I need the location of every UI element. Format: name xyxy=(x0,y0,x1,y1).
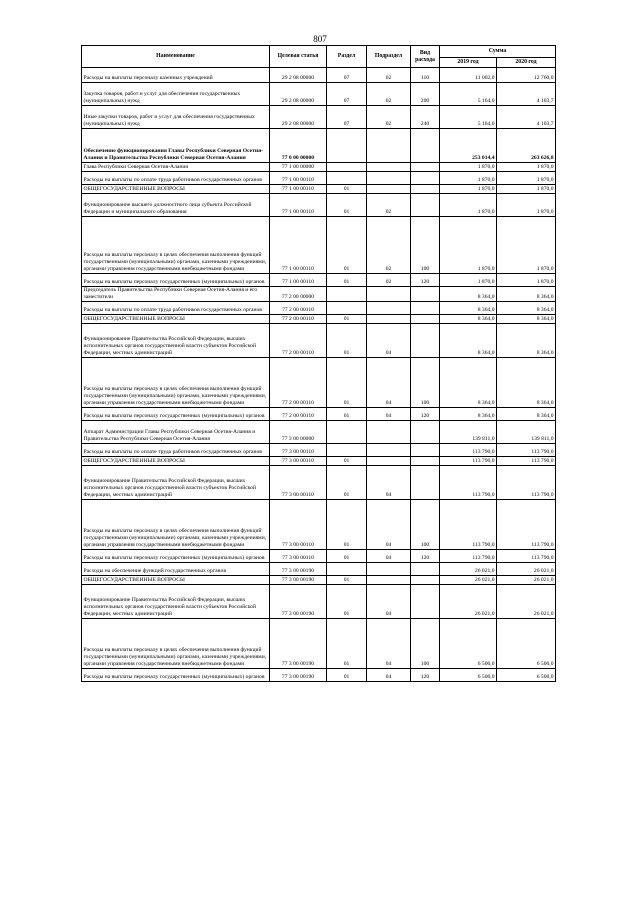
cell-name: Расходы на выплаты персоналу казенных учреждений xyxy=(82,68,270,83)
cell-section xyxy=(327,287,367,302)
cell-target: 77 2 00 00110 xyxy=(270,324,327,358)
cell-subsection xyxy=(367,185,411,194)
cell-name: Расходы на выплаты по оплате труда работников государственных органов xyxy=(82,444,270,457)
cell-name: ОБЩЕГОСУДАРСТВЕННЫЕ ВОПРОСЫ xyxy=(82,457,270,466)
cell-target: 77 1 00 00110 xyxy=(270,217,327,274)
cell-section: 01 xyxy=(327,500,367,550)
cell-name: Функционирование Правительства Российской Федерации, высших исполнительных органов государственной власти субъектов Российской Федерации, местных администраций xyxy=(82,466,270,500)
table-row xyxy=(82,194,556,217)
cell-subsection xyxy=(367,457,411,466)
cell-subsection xyxy=(367,444,411,457)
cell-target: 77 1 00 00110 xyxy=(270,185,327,194)
cell-type: 120 xyxy=(411,669,440,682)
cell-target: 29 2 08 00000 xyxy=(270,68,327,83)
cell-type: 110 xyxy=(411,68,440,83)
cell-subsection xyxy=(367,421,411,444)
cell-target: 77 1 00 00110 xyxy=(270,274,327,287)
cell-name: Председатель Правительства Республики Северная Осетия-Алания и его заместители xyxy=(82,287,270,302)
cell-type xyxy=(411,163,440,172)
cell-target: 77 3 00 00110 xyxy=(270,500,327,550)
cell-section: 01 xyxy=(327,576,367,585)
table-row xyxy=(82,129,556,163)
page-number: 807 xyxy=(313,34,327,44)
cell-target: 77 3 00 00110 xyxy=(270,466,327,500)
cell-2020: 1 870,0 xyxy=(497,194,556,217)
cell-2020: 26 021,0 xyxy=(497,585,556,619)
cell-type: 100 xyxy=(411,500,440,550)
table-row xyxy=(82,287,556,302)
cell-2019: 113 790,0 xyxy=(440,444,497,457)
table-row xyxy=(82,457,556,466)
table-row xyxy=(82,172,556,185)
table-row xyxy=(82,358,556,408)
header-section: Раздел xyxy=(327,46,367,68)
cell-2019: 5 164,0 xyxy=(440,106,497,129)
cell-2020: 8 364,0 xyxy=(497,315,556,324)
cell-target: 77 2 00 00110 xyxy=(270,302,327,315)
cell-name: Расходы на выплаты персоналу в целях обеспечения выполнения функций государственными (муниципальными) органами, казенными учреждениями, органами управления государственными внебюджетными фондами xyxy=(82,619,270,669)
cell-section: 01 xyxy=(327,358,367,408)
header-type: Вид расхода xyxy=(411,46,440,68)
cell-2019: 1 870,0 xyxy=(440,172,497,185)
cell-2020: 139 811,0 xyxy=(497,421,556,444)
cell-name: Расходы на обеспечение функций государственных органов xyxy=(82,563,270,576)
cell-name: Иные закупки товаров, работ и услуг для обеспечения государственных (муниципальных) нужд xyxy=(82,106,270,129)
cell-2019: 1 870,0 xyxy=(440,185,497,194)
cell-2020: 113 790,0 xyxy=(497,466,556,500)
cell-subsection xyxy=(367,576,411,585)
cell-section xyxy=(327,129,367,163)
cell-2019: 253 014,4 xyxy=(440,129,497,163)
header-subsection: Подраздел xyxy=(367,46,411,68)
cell-2019: 113 790,0 xyxy=(440,550,497,563)
cell-2020: 8 364,0 xyxy=(497,287,556,302)
cell-2019: 8 364,0 xyxy=(440,315,497,324)
header-name: Наименование xyxy=(82,46,270,68)
cell-2019: 139 811,0 xyxy=(440,421,497,444)
table-row xyxy=(82,302,556,315)
budget-table xyxy=(81,45,556,682)
cell-section: 01 xyxy=(327,550,367,563)
cell-type xyxy=(411,444,440,457)
table-row xyxy=(82,408,556,421)
table-row xyxy=(82,185,556,194)
cell-subsection xyxy=(367,172,411,185)
cell-type xyxy=(411,129,440,163)
cell-type: 100 xyxy=(411,217,440,274)
cell-2019: 8 364,0 xyxy=(440,302,497,315)
cell-2020: 113 790,0 xyxy=(497,444,556,457)
table-row xyxy=(82,576,556,585)
cell-2020: 1 870,0 xyxy=(497,172,556,185)
cell-type xyxy=(411,185,440,194)
cell-target: 77 1 00 00110 xyxy=(270,172,327,185)
cell-section: 07 xyxy=(327,83,367,106)
cell-2020: 6 500,0 xyxy=(497,619,556,669)
cell-section xyxy=(327,421,367,444)
cell-section xyxy=(327,302,367,315)
cell-subsection xyxy=(367,315,411,324)
table-row xyxy=(82,324,556,358)
table-row xyxy=(82,106,556,129)
cell-name: Функционирование Правительства Российской Федерации, высших исполнительных органов государственной власти субъектов Российской Федерации, местных администраций xyxy=(82,324,270,358)
cell-subsection: 04 xyxy=(367,500,411,550)
table-row xyxy=(82,444,556,457)
cell-section: 01 xyxy=(327,585,367,619)
cell-target: 77 2 00 00110 xyxy=(270,358,327,408)
table-row xyxy=(82,68,556,83)
cell-target: 77 2 00 00110 xyxy=(270,408,327,421)
table-row xyxy=(82,619,556,669)
cell-type: 120 xyxy=(411,550,440,563)
cell-type xyxy=(411,466,440,500)
cell-2020: 1 870,0 xyxy=(497,217,556,274)
cell-2020: 263 626,8 xyxy=(497,129,556,163)
cell-section: 01 xyxy=(327,619,367,669)
cell-type: 100 xyxy=(411,358,440,408)
cell-name: Расходы на выплаты персоналу государственных (муниципальных) органов xyxy=(82,274,270,287)
cell-target: 29 2 08 00000 xyxy=(270,106,327,129)
cell-2019: 5 164,0 xyxy=(440,83,497,106)
cell-type: 100 xyxy=(411,619,440,669)
cell-subsection: 02 xyxy=(367,68,411,83)
cell-name: Расходы на выплаты персоналу государственных (муниципальных) органов xyxy=(82,550,270,563)
cell-subsection xyxy=(367,302,411,315)
table-row xyxy=(82,585,556,619)
header-target: Целевая статья xyxy=(270,46,327,68)
cell-target: 77 0 00 00000 xyxy=(270,129,327,163)
cell-target: 77 3 00 00190 xyxy=(270,619,327,669)
cell-subsection xyxy=(367,563,411,576)
cell-target: 77 3 00 00110 xyxy=(270,444,327,457)
cell-name: Расходы на выплаты по оплате труда работников государственных органов xyxy=(82,172,270,185)
cell-2020: 1 870,0 xyxy=(497,163,556,172)
cell-type: 120 xyxy=(411,274,440,287)
cell-2020: 8 364,0 xyxy=(497,302,556,315)
cell-2020: 26 021,0 xyxy=(497,563,556,576)
table-header xyxy=(82,46,556,68)
cell-subsection: 02 xyxy=(367,83,411,106)
cell-name: Расходы на выплаты персоналу государственных (муниципальных) органов xyxy=(82,669,270,682)
cell-name: Расходы на выплаты по оплате труда работников государственных органов xyxy=(82,302,270,315)
cell-section xyxy=(327,172,367,185)
cell-subsection: 04 xyxy=(367,585,411,619)
cell-2020: 1 870,0 xyxy=(497,185,556,194)
table-row xyxy=(82,466,556,500)
cell-subsection: 02 xyxy=(367,274,411,287)
cell-name: Аппарат Администрации Главы Республики Северная Осетия-Алания и Правительства Республики Северная Осетия-Алания xyxy=(82,421,270,444)
header-2019: 2019 год xyxy=(440,58,497,68)
cell-2020: 26 021,0 xyxy=(497,576,556,585)
cell-target: 77 3 00 00190 xyxy=(270,669,327,682)
cell-section: 01 xyxy=(327,408,367,421)
table-row xyxy=(82,274,556,287)
cell-subsection: 04 xyxy=(367,619,411,669)
cell-name: Обеспечение функционирования Главы Республики Северная Осетия-Алания и Правительства Республики Северная Осетия-Алания xyxy=(82,129,270,163)
cell-2019: 26 021,0 xyxy=(440,585,497,619)
table-row xyxy=(82,669,556,682)
cell-name: Расходы на выплаты персоналу в целях обеспечения выполнения функций государственными (муниципальными) органами, казенными учреждениями, органами управления государственными внебюджетными фондами xyxy=(82,358,270,408)
cell-section: 01 xyxy=(327,457,367,466)
cell-subsection: 04 xyxy=(367,408,411,421)
cell-2020: 8 364,0 xyxy=(497,324,556,358)
cell-section: 01 xyxy=(327,324,367,358)
cell-type xyxy=(411,302,440,315)
cell-type xyxy=(411,287,440,302)
cell-2020: 113 790,0 xyxy=(497,457,556,466)
cell-target: 77 3 00 00190 xyxy=(270,576,327,585)
cell-type xyxy=(411,421,440,444)
cell-type xyxy=(411,172,440,185)
cell-subsection: 02 xyxy=(367,217,411,274)
cell-2020: 113 790,0 xyxy=(497,500,556,550)
cell-target: 77 3 00 00190 xyxy=(270,585,327,619)
cell-2020: 8 364,0 xyxy=(497,408,556,421)
cell-2020: 6 500,0 xyxy=(497,669,556,682)
table-row xyxy=(82,217,556,274)
table-row xyxy=(82,163,556,172)
cell-section xyxy=(327,563,367,576)
cell-section xyxy=(327,444,367,457)
cell-type xyxy=(411,576,440,585)
cell-2019: 8 364,0 xyxy=(440,324,497,358)
cell-subsection: 04 xyxy=(367,466,411,500)
cell-name: ОБЩЕГОСУДАРСТВЕННЫЕ ВОПРОСЫ xyxy=(82,315,270,324)
cell-type: 240 xyxy=(411,106,440,129)
cell-target: 77 3 00 00110 xyxy=(270,457,327,466)
cell-2019: 1 870,0 xyxy=(440,194,497,217)
cell-subsection: 04 xyxy=(367,669,411,682)
cell-2020: 12 760,0 xyxy=(497,68,556,83)
cell-type xyxy=(411,585,440,619)
cell-name: Расходы на выплаты персоналу в целях обеспечения выполнения функций государственными (муниципальными) органами, казенными учреждениями, органами управления государственными внебюджетными фондами xyxy=(82,217,270,274)
cell-type: 120 xyxy=(411,408,440,421)
cell-section: 07 xyxy=(327,68,367,83)
cell-subsection xyxy=(367,163,411,172)
cell-2019: 6 500,0 xyxy=(440,619,497,669)
cell-section: 01 xyxy=(327,466,367,500)
cell-name: Функционирование Правительства Российской Федерации, высших исполнительных органов государственной власти субъектов Российской Федерации, местных администраций xyxy=(82,585,270,619)
cell-target: 29 2 08 00000 xyxy=(270,83,327,106)
header-2020: 2020 год xyxy=(497,58,556,68)
cell-type xyxy=(411,457,440,466)
cell-subsection: 04 xyxy=(367,324,411,358)
cell-section: 01 xyxy=(327,194,367,217)
cell-subsection: 02 xyxy=(367,194,411,217)
cell-2019: 113 790,0 xyxy=(440,457,497,466)
table-row xyxy=(82,83,556,106)
cell-type: 200 xyxy=(411,83,440,106)
cell-type xyxy=(411,194,440,217)
cell-section: 01 xyxy=(327,185,367,194)
cell-subsection: 04 xyxy=(367,358,411,408)
cell-target: 77 3 00 00000 xyxy=(270,421,327,444)
cell-2019: 26 021,0 xyxy=(440,576,497,585)
cell-2020: 113 790,0 xyxy=(497,550,556,563)
cell-2019: 113 790,0 xyxy=(440,466,497,500)
cell-section: 01 xyxy=(327,274,367,287)
cell-name: ОБЩЕГОСУДАРСТВЕННЫЕ ВОПРОСЫ xyxy=(82,185,270,194)
cell-name: ОБЩЕГОСУДАРСТВЕННЫЕ ВОПРОСЫ xyxy=(82,576,270,585)
cell-type xyxy=(411,315,440,324)
table-row xyxy=(82,421,556,444)
cell-section xyxy=(327,163,367,172)
cell-type xyxy=(411,324,440,358)
cell-section: 01 xyxy=(327,669,367,682)
cell-2020: 4 103,7 xyxy=(497,106,556,129)
table-row xyxy=(82,315,556,324)
cell-type xyxy=(411,563,440,576)
cell-2019: 26 021,0 xyxy=(440,563,497,576)
cell-2019: 113 790,0 xyxy=(440,500,497,550)
cell-subsection xyxy=(367,129,411,163)
cell-subsection xyxy=(367,287,411,302)
cell-name: Расходы на выплаты персоналу в целях обеспечения выполнения функций государственными (муниципальными) органами, казенными учреждениями, органами управления государственными внебюджетными фондами xyxy=(82,500,270,550)
cell-subsection: 02 xyxy=(367,106,411,129)
cell-name: Функционирование высшего должностного лица субъекта Российской Федерации и муниципального образования xyxy=(82,194,270,217)
cell-target: 77 3 00 00190 xyxy=(270,563,327,576)
cell-2019: 8 364,0 xyxy=(440,408,497,421)
cell-2020: 8 364,0 xyxy=(497,358,556,408)
cell-target: 77 1 00 00000 xyxy=(270,163,327,172)
cell-target: 77 3 00 00110 xyxy=(270,550,327,563)
table-row xyxy=(82,500,556,550)
cell-2019: 6 500,0 xyxy=(440,669,497,682)
table-body xyxy=(82,68,556,682)
header-sum: Сумма xyxy=(440,46,556,58)
cell-name: Закупка товаров, работ и услуг для обеспечения государственных (муниципальных) нужд xyxy=(82,83,270,106)
cell-2019: 1 870,0 xyxy=(440,163,497,172)
cell-2020: 1 870,0 xyxy=(497,274,556,287)
cell-target: 77 2 00 00110 xyxy=(270,315,327,324)
cell-2019: 8 364,0 xyxy=(440,358,497,408)
cell-target: 77 2 00 00000 xyxy=(270,287,327,302)
cell-2019: 8 364,0 xyxy=(440,287,497,302)
cell-name: Глава Республики Северная Осетия-Алания xyxy=(82,163,270,172)
table-row xyxy=(82,563,556,576)
table-row xyxy=(82,550,556,563)
cell-2019: 1 870,0 xyxy=(440,274,497,287)
cell-subsection: 04 xyxy=(367,550,411,563)
cell-section: 01 xyxy=(327,315,367,324)
cell-section: 01 xyxy=(327,217,367,274)
cell-2019: 1 870,0 xyxy=(440,217,497,274)
cell-2020: 4 103,7 xyxy=(497,83,556,106)
cell-2019: 11 002,0 xyxy=(440,68,497,83)
cell-name: Расходы на выплаты персоналу государственных (муниципальных) органов xyxy=(82,408,270,421)
cell-section: 07 xyxy=(327,106,367,129)
cell-target: 77 1 00 00110 xyxy=(270,194,327,217)
